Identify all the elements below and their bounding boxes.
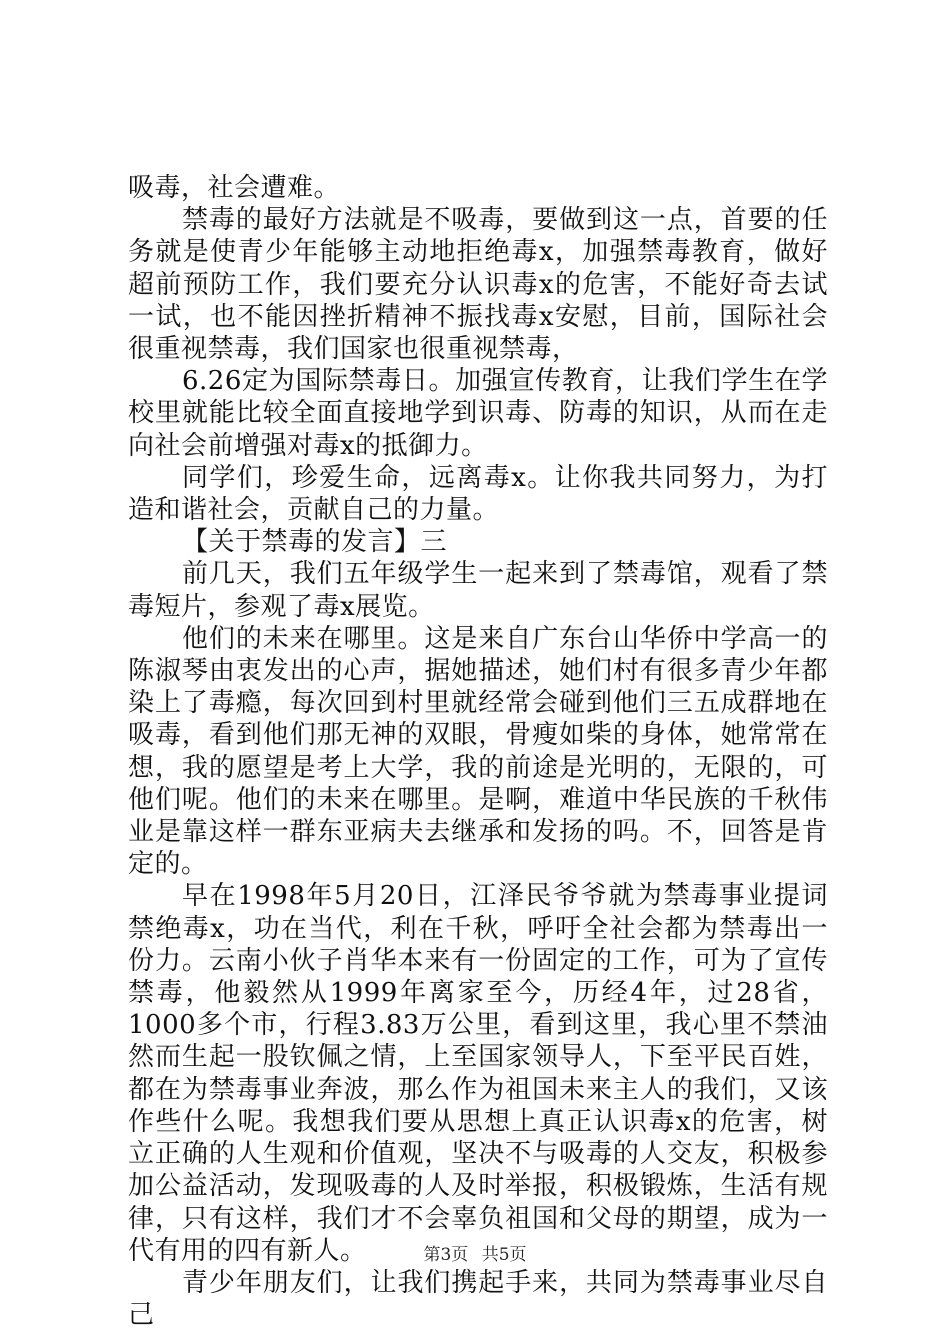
page-footer bbox=[0, 1240, 950, 1265]
paragraph: 早在1998年5月20日，江泽民爷爷就为禁毒事业提词禁绝毒x，功在当代，利在千秋，呼吁全社会都为禁毒出一份力。云南小伙子肖华本来有一份固定的工作，可为了宣传禁毒，他毅然从1999年离家至今，历经4年，过28省，1000多个市，行程3.83万公里，看到这里，我心里不禁油然而生起一股钦佩之情，上至国家领导人，下至平民百姓，都在为禁毒事业奔波，那么作为祖国未来主人的我们，又该作些什么呢。我想我们要从思想上真正认识毒x的危害，树立正确的人生观和价值观，坚决不与吸毒的人交友，积极参加公益活动，发现吸毒的人及时举报，积极锻炼，生活有规律，只有这样，我们才不会辜负祖国和父母的期望，成为一代有用的四有新人。 bbox=[128, 881, 828, 1266]
paragraph: 禁毒的最好方法就是不吸毒，要做到这一点，首要的任务就是使青少年能够主动地拒绝毒x，加强禁毒教育，做好超前预防工作，我们要充分认识毒x的危害，不能好奇去试一试，也不能因挫折精神不振找毒x安慰，目前，国际社会很重视禁毒，我们国家也很重视禁毒， bbox=[128, 205, 828, 365]
paragraph: 吸毒，社会遭难。 bbox=[128, 173, 341, 203]
paragraph: 他们的未来在哪里。这是来自广东台山华侨中学高一的陈淑琴由衷发出的心声，据她描述，她们村有很多青少年都染上了毒瘾，每次回到村里就经常会碰到他们三五成群地在吸毒，看到他们那无神的双眼，骨瘦如柴的身体，她常常在想，我的愿望是考上大学，我的前途是光明的，无限的，可他们呢。他们的未来在哪里。是啊，难道中华民族的千秋伟业是靠这样一群东亚病夫去继承和发扬的吗。不，回答是肯定的。 bbox=[128, 623, 828, 880]
paragraph: 6.26定为国际禁毒日。加强宣传教育，让我们学生在学校里就能比较全面直接地学到识毒、防毒的知识，从而在走向社会前增强对毒x的抵御力。 bbox=[128, 366, 828, 461]
paragraph: 前几天，我们五年级学生一起来到了禁毒馆，观看了禁毒短片，参观了毒x展览。 bbox=[128, 559, 828, 622]
paragraph: 同学们，珍爱生命，远离毒x。让你我共同努力，为打造和谐社会，贡献自己的力量。 bbox=[128, 462, 828, 526]
section-heading: 【关于禁毒的发言】三 bbox=[182, 527, 448, 558]
paragraph: 青少年朋友们，让我们携起手来，共同为禁毒事业尽自己 bbox=[128, 1267, 828, 1331]
page-number: 第3页 bbox=[423, 1245, 469, 1265]
total-pages: 共5页 bbox=[481, 1245, 527, 1265]
document-body bbox=[128, 172, 828, 1331]
